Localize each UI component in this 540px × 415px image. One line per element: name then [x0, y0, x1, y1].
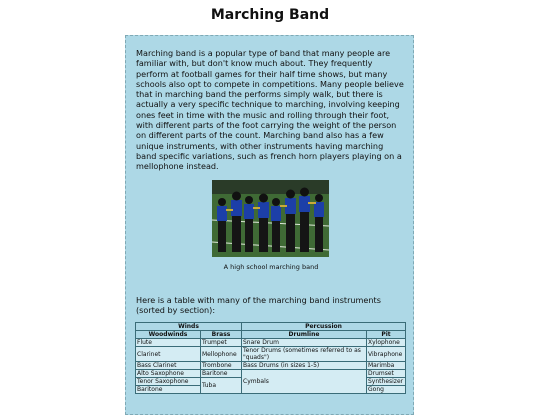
table-cell: Cymbals: [242, 370, 367, 394]
table-cell: Synthesizer: [367, 378, 406, 386]
image-caption: A high school marching band: [223, 263, 319, 271]
instruments-table: [135, 322, 406, 394]
table-cell: Vibraphone: [367, 347, 406, 362]
table-cell: Baritone: [201, 370, 242, 378]
table-cell: Drumset: [367, 370, 406, 378]
table-row: [136, 347, 406, 362]
table-cell: Mellophone: [201, 347, 242, 362]
table-cell: Baritone: [136, 386, 201, 394]
marching-band-image: [212, 180, 329, 257]
table-cell: Bass Drums (in sizes 1-5): [242, 362, 367, 370]
table-row: [136, 362, 406, 370]
page-title: Marching Band: [210, 7, 330, 23]
table-cell: Flute: [136, 339, 201, 347]
table-cell: Bass Clarinet: [136, 362, 201, 370]
table-intro: Here is a table with many of the marching band instruments (sorted by section):: [136, 295, 381, 316]
table-cell: Clarinet: [136, 347, 201, 362]
table-cell: Marimba: [367, 362, 406, 370]
content-panel: [125, 35, 414, 415]
column-header-pit: Pit: [367, 331, 406, 339]
group-header-winds: Winds: [136, 323, 242, 331]
column-header-brass: Brass: [201, 331, 242, 339]
column-header-drumline: Drumline: [242, 331, 367, 339]
table-cell: Tenor Drums (sometimes referred to as "quads"): [242, 347, 367, 362]
table-row: [136, 370, 406, 378]
marching-band-photo: [212, 180, 329, 257]
table-cell: Gong: [367, 386, 406, 394]
intro-paragraph: Marching band is a popular type of band that many people are familiar with, but don't know much about. They frequently perform at football games for their half time shows, but many schools also opt to compete in competitions. Many people believe that in marching band the performs simply walk, but there is actually a very specific technique to marching, involving keeping ones feet in time with the music and rolling through their foot, with different parts of the foot carrying the weight of the person on different parts of the count. Marching band also has a few unique instruments, with other instruments having marching band specific variations, such as french horn players playing on a mellophone instead.: [136, 48, 404, 172]
table-cell: Trombone: [201, 362, 242, 370]
column-header-woodwinds: Woodwinds: [136, 331, 201, 339]
table-cell: Trumpet: [201, 339, 242, 347]
table-cell: Tenor Saxophone: [136, 378, 201, 386]
table-cell: Snare Drum: [242, 339, 367, 347]
table-row: [136, 339, 406, 347]
table-cell: Alto Saxophone: [136, 370, 201, 378]
table-cell: Tuba: [201, 378, 242, 394]
group-header-percussion: Percussion: [242, 323, 406, 331]
table-cell: Xylophone: [367, 339, 406, 347]
